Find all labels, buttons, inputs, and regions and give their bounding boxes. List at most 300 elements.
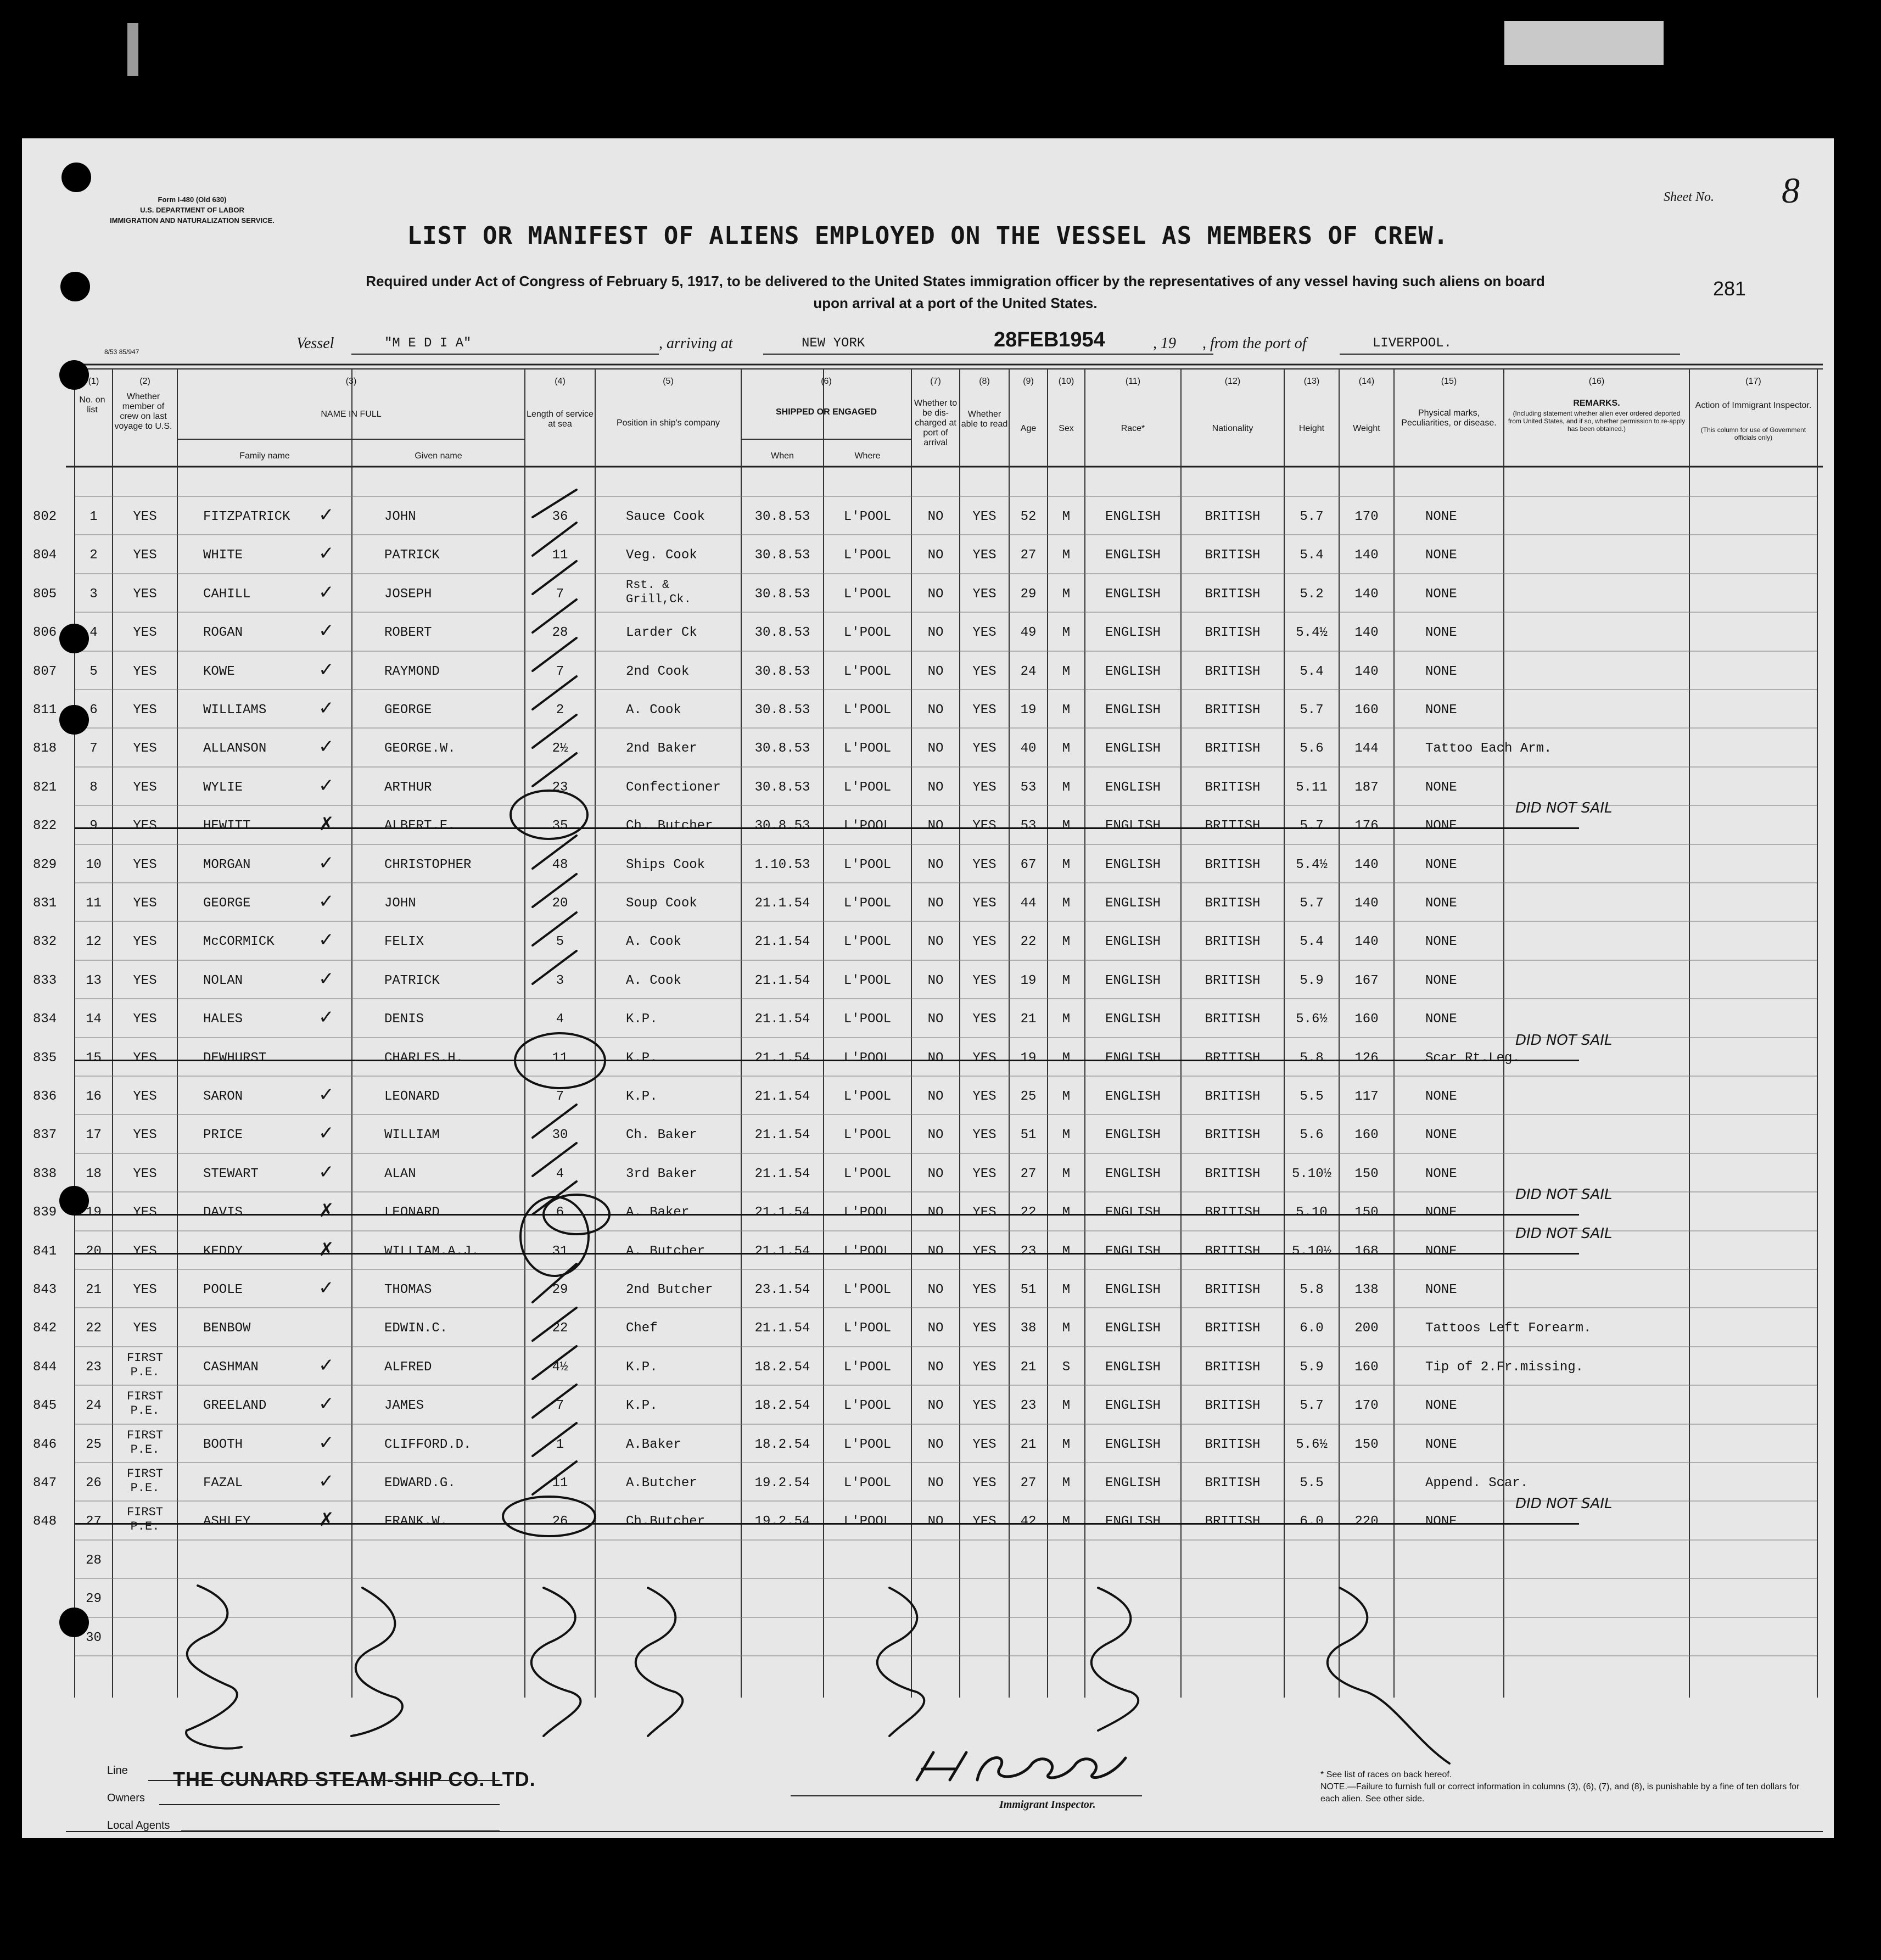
cell-family-name: WHITE xyxy=(203,548,243,563)
checkmark-icon: ✓ xyxy=(318,1354,334,1376)
cell-given-name: CHRISTOPHER xyxy=(384,858,472,872)
row-number: 21 xyxy=(86,1283,102,1297)
cell-weight: 150 xyxy=(1354,1437,1379,1452)
cell-height: 5.8 xyxy=(1300,1051,1324,1066)
cell-height: 5.4½ xyxy=(1296,858,1328,872)
cell-family-name: MORGAN xyxy=(203,858,251,872)
cell-able-read: YES xyxy=(972,1398,997,1413)
cell-able-read: YES xyxy=(972,1205,997,1220)
cell-shipped-where: L'POOL xyxy=(843,819,892,833)
cell-able-read: YES xyxy=(972,548,997,563)
cell-length-service: 23 xyxy=(552,780,568,795)
agents-underline xyxy=(181,1830,500,1832)
cell-last-voyage: YES xyxy=(133,934,157,949)
col-header-shipped-engaged: SHIPPED OR ENGAGED xyxy=(775,407,877,417)
cell-family-name: SARON xyxy=(203,1089,243,1104)
cell-shipped-when: 21.1.54 xyxy=(754,896,810,911)
cell-age: 19 xyxy=(1020,973,1037,988)
margin-line-number: 845 xyxy=(33,1398,57,1413)
cell-nationality: BRITISH xyxy=(1205,1398,1261,1413)
cell-race: ENGLISH xyxy=(1105,1167,1161,1181)
cell-shipped-where: L'POOL xyxy=(843,741,892,756)
checkmark-icon: ✗ xyxy=(318,1239,334,1261)
cell-weight: 138 xyxy=(1354,1283,1379,1297)
cell-discharged: NO xyxy=(927,509,944,524)
cell-physical-marks: Append. Scar. xyxy=(1425,1476,1529,1491)
cell-given-name: FELIX xyxy=(384,934,424,949)
cell-given-name: PATRICK xyxy=(384,548,440,563)
cell-shipped-when: 1.10.53 xyxy=(754,858,810,872)
cell-discharged: NO xyxy=(927,1283,944,1297)
arriving-label: , arriving at xyxy=(659,335,733,352)
cell-shipped-when: 21.1.54 xyxy=(754,1012,810,1027)
cell-nationality: BRITISH xyxy=(1205,741,1261,756)
cell-race: ENGLISH xyxy=(1105,548,1161,563)
cell-weight: 140 xyxy=(1354,664,1379,679)
cell-nationality: BRITISH xyxy=(1205,1012,1261,1027)
column-number: (2) xyxy=(139,377,150,386)
row-number: 22 xyxy=(86,1321,102,1336)
margin-line-number: 833 xyxy=(33,973,57,988)
cell-age: 21 xyxy=(1020,1360,1037,1375)
cell-physical-marks: NONE xyxy=(1425,858,1457,872)
cell-age: 49 xyxy=(1020,625,1037,640)
row-number: 13 xyxy=(86,973,102,988)
checkmark-icon: ✓ xyxy=(318,1006,334,1028)
cell-discharged: NO xyxy=(927,587,944,602)
col-header-name-in-full: NAME IN FULL xyxy=(321,410,382,419)
cell-position: Veg. Cook xyxy=(626,548,697,563)
cell-given-name: ALAN xyxy=(384,1167,416,1181)
cell-race: ENGLISH xyxy=(1105,1205,1161,1220)
col-header-action-inspector: Action of Immigrant Inspector. xyxy=(1695,401,1812,410)
cell-length-service: 5 xyxy=(556,934,564,949)
cell-physical-marks: NONE xyxy=(1425,973,1457,988)
col-header-physical-marks: Physical marks, Peculiarities, or disease. xyxy=(1401,408,1497,428)
cell-able-read: YES xyxy=(972,819,997,833)
footnote-penalty: NOTE.—Failure to furnish full or correct information in columns (3), (6), (7), and (8), is punishable by a fine of ten dollars for each alien. See other side. xyxy=(1320,1782,1800,1804)
cell-shipped-when: 21.1.54 xyxy=(754,1244,810,1259)
cell-able-read: YES xyxy=(972,1283,997,1297)
punch-hole xyxy=(59,1186,89,1216)
cell-shipped-where: L'POOL xyxy=(843,1437,892,1452)
cell-length-service: 2 xyxy=(556,703,564,718)
cell-position: A. Cook xyxy=(626,973,681,988)
cell-age: 22 xyxy=(1020,1205,1037,1220)
cell-nationality: BRITISH xyxy=(1205,1437,1261,1452)
cell-age: 19 xyxy=(1020,1051,1037,1066)
cell-weight: 160 xyxy=(1354,703,1379,718)
checkmark-icon: ✓ xyxy=(318,697,334,719)
margin-line-number: 842 xyxy=(33,1321,57,1336)
cell-race: ENGLISH xyxy=(1105,1128,1161,1143)
cell-age: 67 xyxy=(1020,858,1037,872)
cell-physical-marks: NONE xyxy=(1425,625,1457,640)
cell-sex: M xyxy=(1062,1089,1071,1104)
cell-position: K.P. xyxy=(626,1051,658,1066)
cell-able-read: YES xyxy=(972,1244,997,1259)
cell-shipped-when: 21.1.54 xyxy=(754,973,810,988)
margin-line-number: 834 xyxy=(33,1012,57,1027)
cell-race: ENGLISH xyxy=(1105,1514,1161,1529)
cell-shipped-where: L'POOL xyxy=(843,548,892,563)
cell-height: 5.10 xyxy=(1296,1205,1328,1220)
manifest-sheet xyxy=(22,138,1834,1838)
row-number: 14 xyxy=(86,1012,102,1027)
cell-sex: M xyxy=(1062,509,1071,524)
column-number: (7) xyxy=(930,377,941,386)
cell-last-voyage: YES xyxy=(133,1205,157,1220)
cell-race: ENGLISH xyxy=(1105,896,1161,911)
cell-position: Ch. Butcher xyxy=(626,819,713,833)
cell-physical-marks: NONE xyxy=(1425,1205,1457,1220)
margin-line-number: 829 xyxy=(33,858,57,872)
cell-discharged: NO xyxy=(927,1360,944,1375)
cell-sex: M xyxy=(1062,819,1071,833)
service-name: IMMIGRATION AND NATURALIZATION SERVICE. xyxy=(110,216,275,225)
cell-height: 5.5 xyxy=(1300,1476,1324,1491)
cell-position: Ch. Baker xyxy=(626,1128,697,1143)
cell-physical-marks: NONE xyxy=(1425,780,1457,795)
cell-discharged: NO xyxy=(927,780,944,795)
cell-able-read: YES xyxy=(972,664,997,679)
cell-able-read: YES xyxy=(972,934,997,949)
margin-line-number: 804 xyxy=(33,548,57,563)
cell-shipped-when: 18.2.54 xyxy=(754,1398,810,1413)
cell-given-name: GEORGE xyxy=(384,703,432,718)
remark-did-not-sail: DID NOT SAIL xyxy=(1515,800,1613,816)
cell-race: ENGLISH xyxy=(1105,1476,1161,1491)
checkmark-icon: ✓ xyxy=(318,968,334,990)
cell-sex: M xyxy=(1062,1205,1071,1220)
cell-age: 51 xyxy=(1020,1128,1037,1143)
checkmark-icon: ✓ xyxy=(318,736,334,758)
col-header-age: Age xyxy=(1020,424,1037,433)
cell-race: ENGLISH xyxy=(1105,1051,1161,1066)
remark-did-not-sail: DID NOT SAIL xyxy=(1515,1225,1613,1242)
from-port: LIVERPOOL. xyxy=(1373,336,1452,351)
cell-family-name: NOLAN xyxy=(203,973,243,988)
margin-line-number: 822 xyxy=(33,819,57,833)
cell-last-voyage: YES xyxy=(133,509,157,524)
cell-length-service: 36 xyxy=(552,509,568,524)
sheet-number-value: 8 xyxy=(1782,171,1800,211)
cell-race: ENGLISH xyxy=(1105,819,1161,833)
cell-height: 5.11 xyxy=(1296,780,1328,795)
cell-given-name: FRANK.W. xyxy=(384,1514,448,1529)
cell-shipped-where: L'POOL xyxy=(843,1244,892,1259)
strikethrough-line xyxy=(75,827,1579,829)
cell-shipped-where: L'POOL xyxy=(843,858,892,872)
row-number: 1 xyxy=(89,509,98,524)
cell-discharged: NO xyxy=(927,1244,944,1259)
cell-given-name: WILLIAM.A.J. xyxy=(384,1244,479,1259)
cell-position: K.P. xyxy=(626,1398,658,1413)
cell-discharged: NO xyxy=(927,1051,944,1066)
cell-physical-marks: NONE xyxy=(1425,1128,1457,1143)
footnotes xyxy=(1320,1769,1815,1805)
cell-sex: M xyxy=(1062,1128,1071,1143)
margin-line-number: 832 xyxy=(33,934,57,949)
cell-shipped-where: L'POOL xyxy=(843,1321,892,1336)
cell-weight: 150 xyxy=(1354,1167,1379,1181)
checkmark-icon: ✓ xyxy=(318,1122,334,1144)
checkmark-icon: ✓ xyxy=(318,1277,334,1299)
checkmark-icon: ✓ xyxy=(318,1470,334,1492)
reference-number: 281 xyxy=(1713,277,1746,300)
line-label: Line xyxy=(107,1765,128,1777)
cell-family-name: ROGAN xyxy=(203,625,243,640)
cell-given-name: WILLIAM xyxy=(384,1128,440,1143)
empty-row-number: 28 xyxy=(86,1553,102,1568)
cell-able-read: YES xyxy=(972,780,997,795)
cell-family-name: PRICE xyxy=(203,1128,243,1143)
cell-nationality: BRITISH xyxy=(1205,896,1261,911)
column-number: (9) xyxy=(1023,377,1034,386)
col-header-remarks-note: (Including statement whether alien ever ordered deported from United States, and if so, whether permission to re-apply has been obtained.) xyxy=(1508,410,1686,433)
cell-shipped-when: 30.8.53 xyxy=(754,819,810,833)
cell-position: Sauce Cook xyxy=(626,509,706,524)
checkmark-icon: ✗ xyxy=(318,1200,334,1222)
cell-last-voyage: YES xyxy=(133,1283,157,1297)
cell-discharged: NO xyxy=(927,741,944,756)
cell-length-service: 2½ xyxy=(552,741,568,756)
col-header-able-read: Whether able to read xyxy=(961,410,1008,429)
cell-race: ENGLISH xyxy=(1105,1437,1161,1452)
cell-physical-marks: NONE xyxy=(1425,664,1457,679)
cell-length-service: 6 xyxy=(556,1205,564,1220)
cell-age: 27 xyxy=(1020,548,1037,563)
margin-line-number: 847 xyxy=(33,1476,57,1491)
cell-weight: 160 xyxy=(1354,1012,1379,1027)
cell-race: ENGLISH xyxy=(1105,587,1161,602)
corner-mark xyxy=(127,23,138,76)
cell-physical-marks: NONE xyxy=(1425,896,1457,911)
cell-length-service: 7 xyxy=(556,1089,564,1104)
margin-line-number: 838 xyxy=(33,1167,57,1181)
cell-nationality: BRITISH xyxy=(1205,1360,1261,1375)
cell-able-read: YES xyxy=(972,1089,997,1104)
cell-height: 5.4 xyxy=(1300,934,1324,949)
cell-given-name: JOHN xyxy=(384,896,416,911)
checkmark-icon: ✓ xyxy=(318,542,334,564)
col-header-where: Where xyxy=(854,451,881,461)
cell-family-name: HEWITT xyxy=(203,819,251,833)
cell-height: 5.4½ xyxy=(1296,625,1328,640)
margin-line-number: 835 xyxy=(33,1051,57,1066)
cell-discharged: NO xyxy=(927,625,944,640)
cell-discharged: NO xyxy=(927,973,944,988)
margin-line-number: 837 xyxy=(33,1128,57,1143)
cell-physical-marks: NONE xyxy=(1425,509,1457,524)
cell-shipped-where: L'POOL xyxy=(843,1051,892,1066)
cell-last-voyage: FIRST P.E. xyxy=(126,1390,163,1418)
table-grid xyxy=(22,138,1834,1838)
checkmark-icon: ✓ xyxy=(318,581,334,603)
cell-physical-marks: NONE xyxy=(1425,1012,1457,1027)
cell-sex: M xyxy=(1062,896,1071,911)
col-header-race: Race* xyxy=(1121,424,1145,433)
cell-position: Larder Ck xyxy=(626,625,697,640)
cell-sex: M xyxy=(1062,1051,1071,1066)
checkmark-icon: ✗ xyxy=(318,813,334,835)
cell-family-name: POOLE xyxy=(203,1283,243,1297)
cell-nationality: BRITISH xyxy=(1205,1476,1261,1491)
cell-last-voyage: YES xyxy=(133,780,157,795)
cell-last-voyage: YES xyxy=(133,1167,157,1181)
small-reference: 8/53 85/947 xyxy=(104,348,139,356)
cell-shipped-when: 30.8.53 xyxy=(754,780,810,795)
cell-weight: 170 xyxy=(1354,509,1379,524)
cell-position: K.P. xyxy=(626,1012,658,1027)
cell-sex: M xyxy=(1062,548,1071,563)
cell-position: A. Butcher xyxy=(626,1244,706,1259)
cell-age: 27 xyxy=(1020,1476,1037,1491)
cell-able-read: YES xyxy=(972,703,997,718)
row-number: 11 xyxy=(86,896,102,911)
cell-given-name: RAYMOND xyxy=(384,664,440,679)
cell-discharged: NO xyxy=(927,1205,944,1220)
cell-race: ENGLISH xyxy=(1105,703,1161,718)
subtitle-line-1: Required under Act of Congress of February 5, 1917, to be delivered to the United States immigration officer by the representatives of any vessel having such aliens on board xyxy=(366,273,1545,289)
cell-able-read: YES xyxy=(972,1321,997,1336)
cell-family-name: BENBOW xyxy=(203,1321,251,1336)
punch-hole xyxy=(59,1608,89,1637)
cell-physical-marks: NONE xyxy=(1425,1514,1457,1529)
cell-family-name: KEDDY xyxy=(203,1244,243,1259)
checkmark-icon: ✓ xyxy=(318,1161,334,1183)
cell-length-service: 4½ xyxy=(552,1360,568,1375)
cell-race: ENGLISH xyxy=(1105,1321,1161,1336)
cell-given-name: ALFRED xyxy=(384,1360,432,1375)
cell-weight: 160 xyxy=(1354,1360,1379,1375)
cell-discharged: NO xyxy=(927,896,944,911)
cell-shipped-when: 21.1.54 xyxy=(754,1089,810,1104)
row-number: 5 xyxy=(89,664,98,679)
cell-nationality: BRITISH xyxy=(1205,1283,1261,1297)
column-number: (3) xyxy=(345,377,357,386)
cell-able-read: YES xyxy=(972,973,997,988)
cell-physical-marks: NONE xyxy=(1425,1089,1457,1104)
cell-shipped-when: 30.8.53 xyxy=(754,625,810,640)
cell-race: ENGLISH xyxy=(1105,1283,1161,1297)
cell-discharged: NO xyxy=(927,703,944,718)
row-number: 3 xyxy=(89,587,98,602)
cell-last-voyage: YES xyxy=(133,1128,157,1143)
cell-sex: M xyxy=(1062,1012,1071,1027)
row-number: 6 xyxy=(89,703,98,718)
cell-length-service: 48 xyxy=(552,858,568,872)
cell-weight: 167 xyxy=(1354,973,1379,988)
checkmark-icon: ✓ xyxy=(318,891,334,912)
checkmark-icon: ✓ xyxy=(318,620,334,642)
cell-family-name: WYLIE xyxy=(203,780,243,795)
punch-hole xyxy=(61,163,91,192)
margin-line-number: 806 xyxy=(33,625,57,640)
cell-last-voyage: FIRST P.E. xyxy=(126,1429,163,1457)
cell-given-name: JOHN xyxy=(384,509,416,524)
cell-last-voyage: YES xyxy=(133,625,157,640)
cell-race: ENGLISH xyxy=(1105,1089,1161,1104)
cell-family-name: KOWE xyxy=(203,664,235,679)
remark-did-not-sail: DID NOT SAIL xyxy=(1515,1496,1613,1512)
col-header-given-name: Given name xyxy=(415,451,462,461)
column-number: (13) xyxy=(1303,377,1320,386)
cell-sex: M xyxy=(1062,703,1071,718)
cell-position: Ships Cook xyxy=(626,858,706,872)
cell-nationality: BRITISH xyxy=(1205,703,1261,718)
cell-sex: M xyxy=(1062,741,1071,756)
cell-physical-marks: Tip of 2.Fr.missing. xyxy=(1425,1360,1584,1375)
cell-shipped-where: L'POOL xyxy=(843,1398,892,1413)
year-label: , 19 xyxy=(1153,335,1176,352)
cell-physical-marks: Tattoo Each Arm. xyxy=(1425,741,1552,756)
row-number: 17 xyxy=(86,1128,102,1143)
cell-length-service: 30 xyxy=(552,1128,568,1143)
cell-given-name: ALBERT.E. xyxy=(384,819,456,833)
cell-last-voyage: YES xyxy=(133,1051,157,1066)
col-header-weight: Weight xyxy=(1353,424,1380,433)
cell-shipped-when: 19.2.54 xyxy=(754,1476,810,1491)
column-number: (17) xyxy=(1745,377,1761,386)
cell-nationality: BRITISH xyxy=(1205,1205,1261,1220)
cell-weight: 170 xyxy=(1354,1398,1379,1413)
cell-family-name: STEWART xyxy=(203,1167,259,1181)
cell-shipped-when: 30.8.53 xyxy=(754,587,810,602)
cell-discharged: NO xyxy=(927,858,944,872)
cell-sex: M xyxy=(1062,973,1071,988)
cell-age: 44 xyxy=(1020,896,1037,911)
cell-given-name: JAMES xyxy=(384,1398,424,1413)
cell-nationality: BRITISH xyxy=(1205,1514,1261,1529)
sheet-number-label: Sheet No. xyxy=(1664,190,1714,204)
strikethrough-line xyxy=(75,1214,1579,1216)
cell-weight: 187 xyxy=(1354,780,1379,795)
cell-last-voyage: YES xyxy=(133,1321,157,1336)
row-number: 23 xyxy=(86,1360,102,1375)
cell-family-name: GEORGE xyxy=(203,896,251,911)
cell-shipped-where: L'POOL xyxy=(843,625,892,640)
column-number: (16) xyxy=(1588,377,1605,386)
margin-line-number: 846 xyxy=(33,1437,57,1452)
cell-nationality: BRITISH xyxy=(1205,625,1261,640)
cell-last-voyage: FIRST P.E. xyxy=(126,1505,163,1533)
checkmark-icon: ✓ xyxy=(318,1432,334,1454)
cell-given-name: ARTHUR xyxy=(384,780,432,795)
cell-shipped-when: 21.1.54 xyxy=(754,934,810,949)
cell-age: 22 xyxy=(1020,934,1037,949)
cell-height: 5.7 xyxy=(1300,703,1324,718)
cell-discharged: NO xyxy=(927,1398,944,1413)
col-header-sex: Sex xyxy=(1059,424,1074,433)
cell-height: 5.6 xyxy=(1300,741,1324,756)
cell-height: 6.0 xyxy=(1300,1321,1324,1336)
cell-shipped-when: 30.8.53 xyxy=(754,509,810,524)
cell-given-name: GEORGE.W. xyxy=(384,741,456,756)
cell-length-service: 26 xyxy=(552,1514,568,1529)
cell-nationality: BRITISH xyxy=(1205,973,1261,988)
cell-sex: M xyxy=(1062,1437,1071,1452)
cell-sex: M xyxy=(1062,587,1071,602)
cell-last-voyage: YES xyxy=(133,1012,157,1027)
cell-height: 5.2 xyxy=(1300,587,1324,602)
cell-family-name: ALLANSON xyxy=(203,741,267,756)
cell-able-read: YES xyxy=(972,741,997,756)
col-header-family-name: Family name xyxy=(239,451,290,461)
cell-family-name: CAHILL xyxy=(203,587,251,602)
cell-race: ENGLISH xyxy=(1105,1360,1161,1375)
cell-family-name: DAVIS xyxy=(203,1205,243,1220)
